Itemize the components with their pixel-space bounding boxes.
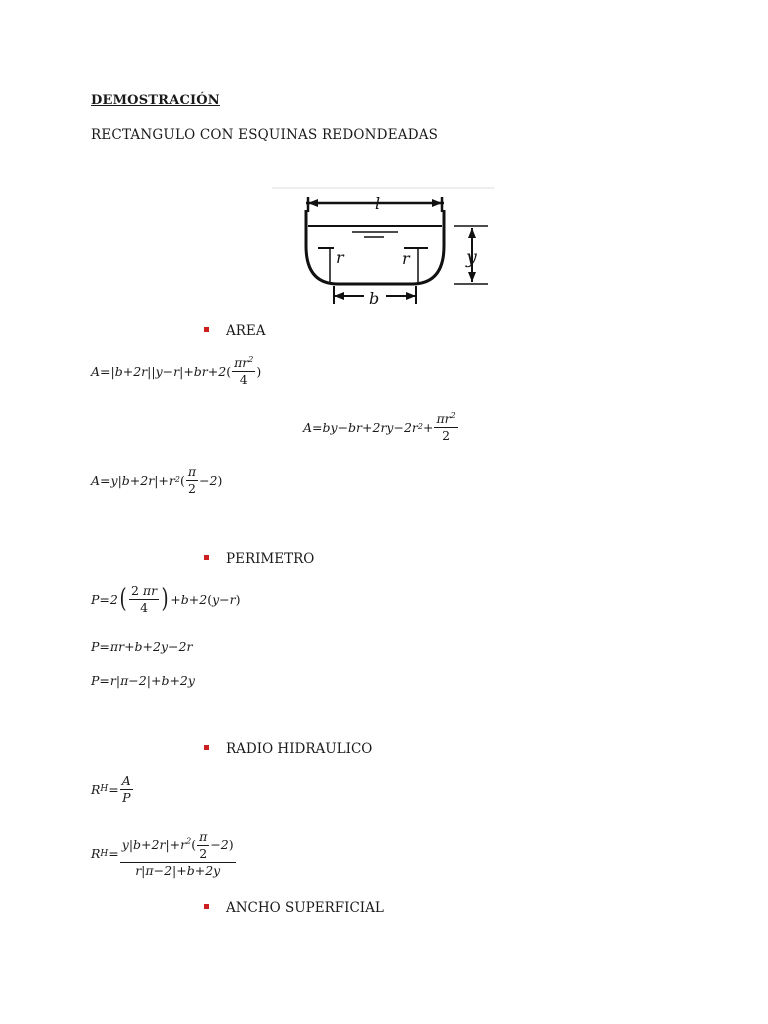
radius-equation-1: R H = $\frac{A}{P}$ bbox=[91, 773, 131, 805]
section-perimetro bbox=[204, 551, 314, 567]
bullet-marker bbox=[204, 327, 209, 332]
section-title: AREA bbox=[226, 323, 266, 339]
perimeter-equation-1: P=2 ( $\frac{2 \pi r}{4}$ ) +b+2 ( y−r ) bbox=[91, 583, 241, 615]
section-ancho-superficial bbox=[204, 900, 384, 916]
figure-label-bottom: b bbox=[369, 289, 380, 308]
perimeter-equation-2: P=πr+b+2y−2r bbox=[91, 639, 193, 654]
radius-equation-2: R H = $y|b+2r|+r^2$( $\frac{\pi}{2}$ −2) r|π−2|+b+2y bbox=[91, 829, 234, 878]
figure-label-side: y bbox=[466, 246, 477, 268]
section-title: ANCHO SUPERFICIAL bbox=[226, 900, 384, 916]
area-equation-3: A=y | b+2r | +r 2 ( $\frac{\pi}{2}$ −2 ) bbox=[91, 464, 223, 496]
bullet-marker bbox=[204, 904, 209, 909]
section-radio-hidraulico bbox=[204, 741, 372, 757]
section-subtitle: RECTANGULO CON ESQUINAS REDONDEADAS bbox=[91, 127, 439, 143]
perimeter-equation-3: P=r | π−2 | +b+2y bbox=[91, 673, 195, 688]
section-area bbox=[204, 323, 266, 339]
bullet-marker bbox=[204, 745, 209, 750]
section-title: RADIO HIDRAULICO bbox=[226, 741, 373, 757]
figure-label-left-r: r bbox=[336, 248, 344, 267]
channel-cross-section-figure bbox=[272, 186, 494, 312]
section-title: PERIMETRO bbox=[226, 551, 315, 567]
figure-label-top: l bbox=[375, 194, 381, 213]
bullet-marker bbox=[204, 555, 209, 560]
area-equation-1: A= | b+2r || y−r | +br+2 ( $\frac{\pi r^2}{4}$ ) bbox=[91, 354, 262, 387]
page-heading: DEMOSTRACIÓN bbox=[91, 93, 220, 108]
area-equation-2: A=by−br+2ry−2r 2 + $\frac{\pi r^2}{2}$ bbox=[303, 410, 456, 443]
figure-label-right-r: r bbox=[402, 249, 410, 268]
